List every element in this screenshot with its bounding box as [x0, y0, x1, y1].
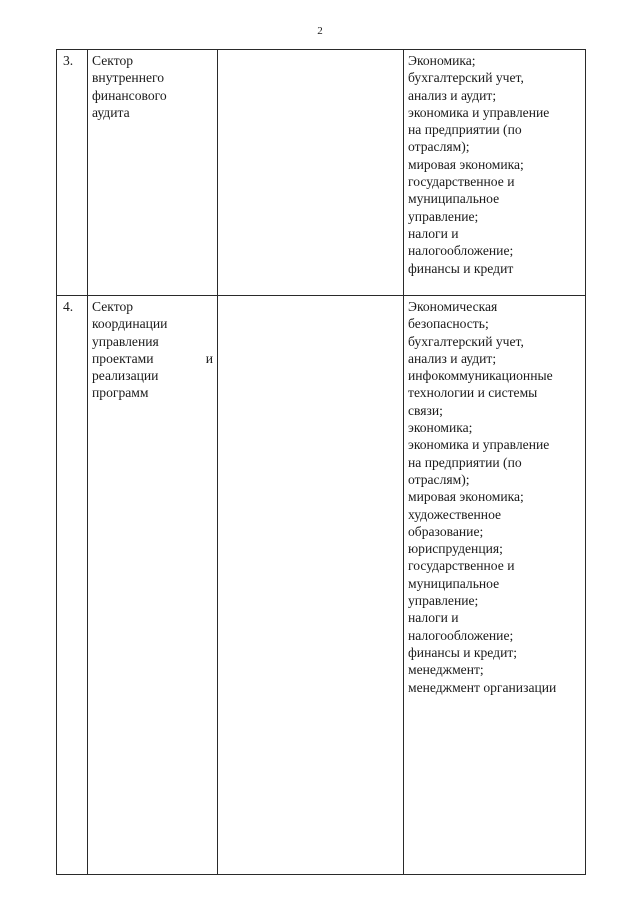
specialization-line: анализ и аудит; — [408, 87, 497, 103]
specialization-line: анализ и аудит; — [408, 350, 497, 366]
specialization-line: муниципальное — [408, 575, 500, 591]
department-name — [88, 296, 218, 875]
specialization-line: налогообложение; — [408, 243, 514, 259]
row-number: 4. — [57, 296, 88, 875]
department-name-line: управления — [92, 333, 159, 349]
specialization-line: муниципальное — [408, 191, 500, 207]
specialization-line: экономика и управление — [408, 437, 550, 453]
empty-cell — [218, 296, 404, 875]
specializations — [404, 50, 586, 296]
specialization-line: мировая экономика; — [408, 156, 524, 172]
specialization-line: финансы и кредит; — [408, 644, 518, 660]
specialization-line: государственное и — [408, 174, 515, 190]
department-name-line: реализации — [92, 368, 159, 384]
specialization-line: экономика и управление — [408, 104, 550, 120]
empty-cell — [218, 50, 404, 296]
table-row — [57, 50, 586, 296]
specialization-line: менеджмент; — [408, 662, 484, 678]
specialization-line: Экономическая — [408, 299, 498, 314]
specialization-line: менеджмент организации — [408, 679, 557, 695]
specialization-line: технологии и системы — [408, 385, 538, 401]
department-name-line: координации — [92, 316, 168, 332]
specialization-line: управление; — [408, 593, 479, 609]
specialization-line: на предприятии (по — [408, 122, 522, 138]
specialization-line: отраслям); — [408, 139, 470, 155]
department-name-line: аудита — [92, 104, 130, 120]
specialization-line: финансы и кредит — [408, 260, 514, 276]
department-name-line: Сектор — [92, 299, 134, 314]
department-name-line: финансового — [92, 87, 167, 103]
specialization-line: Экономика; — [408, 53, 476, 68]
specialization-line: экономика; — [408, 420, 473, 436]
specialization-line: государственное и — [408, 558, 515, 574]
specialization-line: мировая экономика; — [408, 489, 524, 505]
specialization-line: бухгалтерский учет, — [408, 70, 524, 86]
specialization-line: отраслям); — [408, 471, 470, 487]
specialization-line: налоги и — [408, 225, 459, 241]
department-name-line: программ — [92, 385, 149, 401]
specialization-line: образование; — [408, 523, 484, 539]
specialization-line: безопасность; — [408, 316, 489, 332]
specialization-line: налоги и — [408, 610, 459, 626]
specialization-line: художественное — [408, 506, 502, 522]
specialization-line: юриспруденция; — [408, 541, 503, 557]
positions-table — [56, 49, 586, 875]
department-name-line: Сектор — [92, 53, 134, 68]
department-name-line: проектами и — [92, 350, 213, 366]
table-row — [57, 296, 586, 875]
page-number: 2 — [317, 25, 323, 37]
specialization-line: инфокоммуникационные — [408, 368, 553, 384]
department-name — [88, 50, 218, 296]
specialization-line: на предприятии (по — [408, 454, 522, 470]
specialization-line: связи; — [408, 402, 443, 418]
specialization-line: бухгалтерский учет, — [408, 333, 524, 349]
department-name-line: внутреннего — [92, 70, 165, 86]
row-number: 3. — [57, 50, 88, 296]
specializations — [404, 296, 586, 875]
specialization-line: управление; — [408, 208, 479, 224]
specialization-line: налогообложение; — [408, 627, 514, 643]
